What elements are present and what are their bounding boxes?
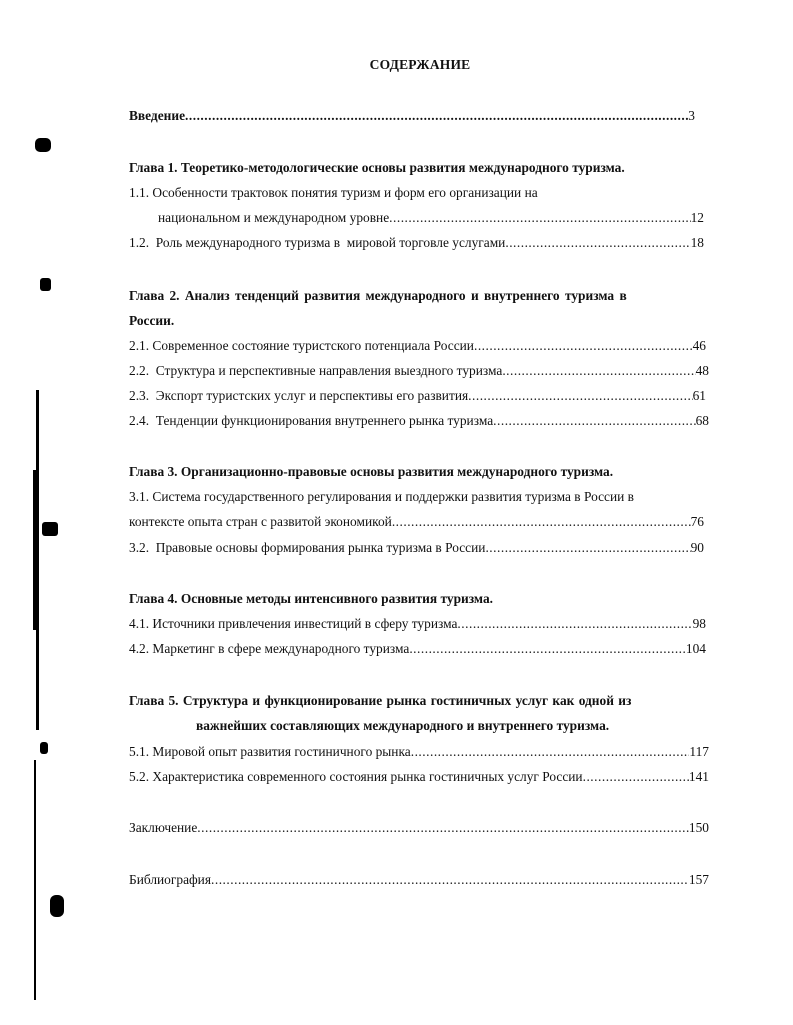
toc-page: 46 bbox=[692, 338, 706, 353]
scan-edge-mark bbox=[35, 138, 51, 152]
toc-page: 157 bbox=[688, 872, 709, 887]
toc-entry-3-1[interactable] bbox=[129, 513, 704, 531]
toc-entry-5-1[interactable] bbox=[129, 743, 709, 761]
toc-entry-1-1-line1[interactable]: 1.1. Особенности трактовок понятия туризм и форм его организации на bbox=[129, 185, 538, 200]
leader-dots bbox=[493, 412, 695, 430]
toc-entry-3-1-line1[interactable]: 3.1. Система государственного регулирования и поддержки развития туризма в России в bbox=[129, 489, 634, 504]
toc-entry-5-2[interactable] bbox=[129, 768, 709, 786]
chapter-1-heading[interactable]: Глава 1. Теоретико-методологические основы развития международного туризма. bbox=[129, 160, 625, 175]
scan-edge-mark bbox=[42, 522, 58, 536]
toc-page: 117 bbox=[689, 744, 709, 759]
toc-label: Заключение bbox=[129, 820, 198, 835]
toc-label: 4.1. Источники привлечения инвестиций в сферу туризма bbox=[129, 616, 458, 631]
toc-entry-bibliography[interactable] bbox=[129, 871, 709, 889]
chapter-5-heading-line2[interactable]: важнейших составляющих международного и внутреннего туризма. bbox=[196, 718, 610, 733]
scan-edge-line bbox=[36, 390, 39, 730]
leader-dots bbox=[185, 107, 688, 125]
chapter-2-heading-line2[interactable]: России. bbox=[129, 313, 175, 328]
toc-label: 1.2. Роль международного туризма в мировой торговле услугами bbox=[129, 235, 506, 250]
toc-entry-2-1[interactable] bbox=[129, 337, 706, 355]
chapter-4-heading[interactable]: Глава 4. Основные методы интенсивного развития туризма. bbox=[129, 591, 493, 606]
chapter-3-heading[interactable]: Глава 3. Организационно-правовые основы развития международного туризма. bbox=[129, 464, 614, 479]
toc-entry-2-3[interactable] bbox=[129, 387, 706, 405]
leader-dots bbox=[505, 234, 690, 252]
toc-page: 18 bbox=[690, 235, 704, 250]
leader-dots bbox=[392, 513, 691, 531]
toc-entry-3-2[interactable] bbox=[129, 539, 704, 557]
toc-label: Введение bbox=[129, 108, 186, 123]
toc-entry-2-2[interactable] bbox=[129, 362, 709, 380]
toc-label: национальном и международном уровне bbox=[158, 210, 390, 225]
leader-dots bbox=[411, 743, 690, 761]
toc-page: 90 bbox=[690, 540, 704, 555]
toc-label: 4.2. Маркетинг в сфере международного туризма bbox=[129, 641, 410, 656]
leader-dots bbox=[457, 615, 692, 633]
toc-label: 2.3. Экспорт туристских услуг и перспективы его развития bbox=[129, 388, 469, 403]
leader-dots bbox=[389, 209, 690, 227]
toc-page: 150 bbox=[688, 820, 709, 835]
toc-page: 48 bbox=[695, 363, 709, 378]
scan-edge-mark bbox=[40, 278, 51, 291]
toc-label: 5.2. Характеристика современного состояния рынка гостиничных услуг России bbox=[129, 769, 583, 784]
toc-page: 3 bbox=[688, 108, 695, 123]
toc-page: 12 bbox=[690, 210, 704, 225]
leader-dots bbox=[485, 539, 690, 557]
toc-page: 98 bbox=[692, 616, 706, 631]
toc-label: 5.1. Мировой опыт развития гостиничного рынка bbox=[129, 744, 411, 759]
toc-page: 61 bbox=[692, 388, 706, 403]
toc-entry-2-4[interactable] bbox=[129, 412, 709, 430]
toc-entry-conclusion[interactable] bbox=[129, 819, 709, 837]
leader-dots bbox=[474, 337, 693, 355]
scan-edge-mark bbox=[40, 742, 48, 754]
toc-label: 2.2. Структура и перспективные направления выездного туризма bbox=[129, 363, 503, 378]
leader-dots bbox=[409, 640, 686, 658]
toc-entry-1-1[interactable] bbox=[158, 209, 704, 227]
scan-edge-mark bbox=[50, 895, 64, 917]
toc-label: 2.1. Современное состояние туристского потенциала России bbox=[129, 338, 474, 353]
toc-label: Библиография bbox=[129, 872, 212, 887]
toc-page: 68 bbox=[695, 413, 709, 428]
chapter-2-heading-line1[interactable]: Глава 2. Анализ тенденций развития международного и внутреннего туризма в bbox=[129, 288, 627, 303]
leader-dots bbox=[502, 362, 695, 380]
leader-dots bbox=[197, 819, 689, 837]
toc-entry-1-2[interactable] bbox=[129, 234, 704, 252]
toc-entry-intro[interactable] bbox=[129, 107, 695, 125]
toc-entry-4-2[interactable] bbox=[129, 640, 706, 658]
leader-dots bbox=[468, 387, 692, 405]
toc-page: 141 bbox=[688, 769, 709, 784]
chapter-5-heading-line1[interactable]: Глава 5. Структура и функционирование рынка гостиничных услуг как одной из bbox=[129, 693, 632, 708]
page-title: СОДЕРЖАНИЕ bbox=[369, 57, 471, 72]
toc-entry-4-1[interactable] bbox=[129, 615, 706, 633]
toc-label: 2.4. Тенденции функционирования внутреннего рынка туризма bbox=[129, 413, 494, 428]
toc-page: 104 bbox=[685, 641, 706, 656]
toc-label: контексте опыта стран с развитой экономикой bbox=[129, 514, 392, 529]
scan-edge-line bbox=[34, 760, 36, 1000]
leader-dots bbox=[211, 871, 689, 889]
scan-edge-line bbox=[33, 470, 36, 630]
toc-page: 76 bbox=[690, 514, 704, 529]
leader-dots bbox=[583, 768, 689, 786]
toc-label: 3.2. Правовые основы формирования рынка туризма в России bbox=[129, 540, 486, 555]
